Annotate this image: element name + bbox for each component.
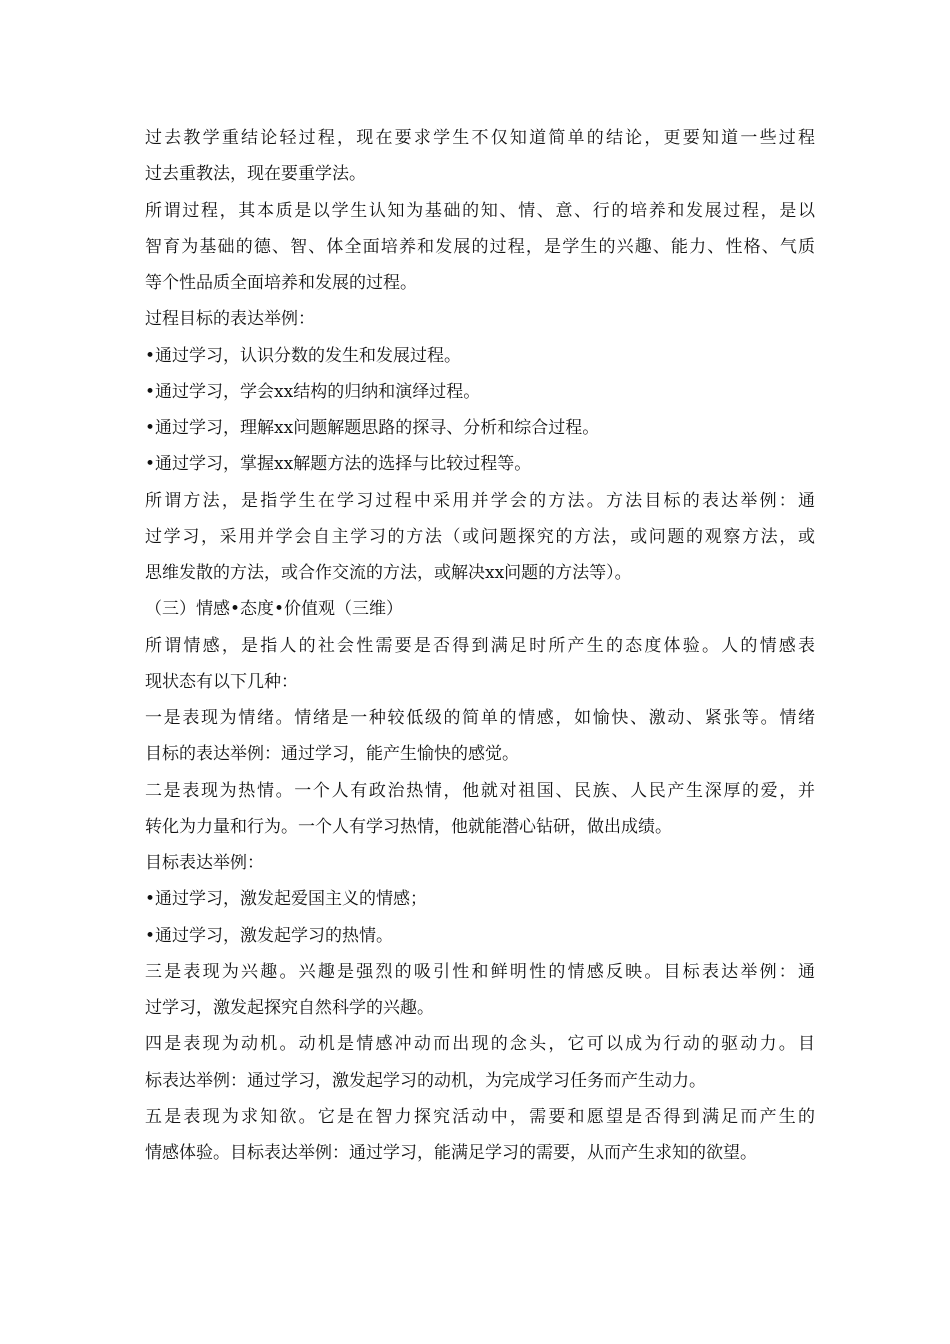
paragraph (145, 591, 815, 627)
paragraph (145, 1026, 815, 1099)
paragraph (145, 193, 815, 302)
paragraph (145, 954, 815, 1027)
paragraph (145, 374, 815, 410)
paragraph (145, 338, 815, 374)
document-body (145, 120, 815, 1171)
text-line: 四是表现为动机。动机是情感冲动而出现的念头，它可以成为行动的驱动力。目 (145, 1034, 815, 1055)
text-line: 等个性品质全面培养和发展的过程。 (145, 273, 417, 293)
paragraph (145, 410, 815, 446)
text-line: 过去重教法，现在要重学法。 (145, 164, 366, 185)
text-line: 三是表现为兴趣。兴趣是强烈的吸引性和鲜明性的情感反映。目标表达举例：通 (145, 961, 815, 982)
text-line: •通过学习，学会xx结构的归纳和演绎过程。 (145, 381, 481, 402)
paragraph (145, 120, 815, 156)
paragraph (145, 700, 815, 773)
text-line: 过程目标的表达举例： (145, 309, 315, 330)
text-line: •通过学习，激发起学习的热情。 (145, 925, 394, 946)
text-line: 目标的表达举例：通过学习，能产生愉快的感觉。 (145, 744, 519, 765)
paragraph (145, 1099, 815, 1172)
paragraph (145, 845, 815, 881)
text-line: •通过学习，理解xx问题解题思路的探寻、分析和综合过程。 (145, 418, 600, 438)
paragraph (145, 628, 815, 701)
text-line: 标表达举例：通过学习，激发起学习的动机，为完成学习任务而产生动力。 (145, 1070, 706, 1091)
text-line: 所谓过程，其本质是以学生认知为基础的知、情、意、行的培养和发展过程，是以 (145, 200, 815, 221)
text-line: •通过学习，认识分数的发生和发展过程。 (145, 345, 462, 366)
text-line: 现状态有以下几种： (145, 671, 298, 692)
text-line: 所谓情感，是指人的社会性需要是否得到满足时所产生的态度体验。人的情感表 (145, 635, 815, 656)
text-line: 智育为基础的德、智、体全面培养和发展的过程，是学生的兴趣、能力、性格、气质 (145, 236, 815, 257)
text-line: 所谓方法，是指学生在学习过程中采用并学会的方法。方法目标的表达举例：通 (145, 490, 815, 511)
text-line: （三）情感•态度•价值观（三维） (145, 599, 404, 620)
text-line: •通过学习，激发起爱国主义的情感； (145, 889, 428, 910)
text-line: 过去教学重结论轻过程，现在要求学生不仅知道简单的结论，更要知道一些过程 (145, 128, 815, 148)
text-line: •通过学习，掌握xx解题方法的选择与比较过程等。 (145, 454, 532, 475)
text-line: 目标表达举例： (145, 853, 264, 873)
text-line: 过学习，激发起探究自然科学的兴趣。 (145, 998, 434, 1018)
paragraph (145, 881, 815, 917)
paragraph (145, 156, 815, 192)
text-line: 转化为力量和行为。一个人有学习热情，他就能潜心钻研，做出成绩。 (145, 816, 672, 837)
text-line: 一是表现为情绪。情绪是一种较低级的简单的情感，如愉快、激动、紧张等。情绪 (145, 708, 815, 728)
paragraph (145, 483, 815, 592)
text-line: 思维发散的方法，或合作交流的方法，或解决xx问题的方法等）。 (145, 563, 632, 583)
paragraph (145, 918, 815, 954)
paragraph (145, 446, 815, 482)
text-line: 二是表现为热情。一个人有政治热情，他就对祖国、民族、人民产生深厚的爱，并 (145, 780, 815, 801)
paragraph (145, 301, 815, 337)
text-line: 五是表现为求知欲。它是在智力探究活动中，需要和愿望是否得到满足而产生的 (145, 1106, 815, 1127)
paragraph (145, 773, 815, 846)
text-line: 过学习，采用并学会自主学习的方法（或问题探究的方法，或问题的观察方法，或 (145, 526, 815, 547)
text-line: 情感体验。目标表达举例：通过学习，能满足学习的需要，从而产生求知的欲望。 (145, 1143, 757, 1163)
